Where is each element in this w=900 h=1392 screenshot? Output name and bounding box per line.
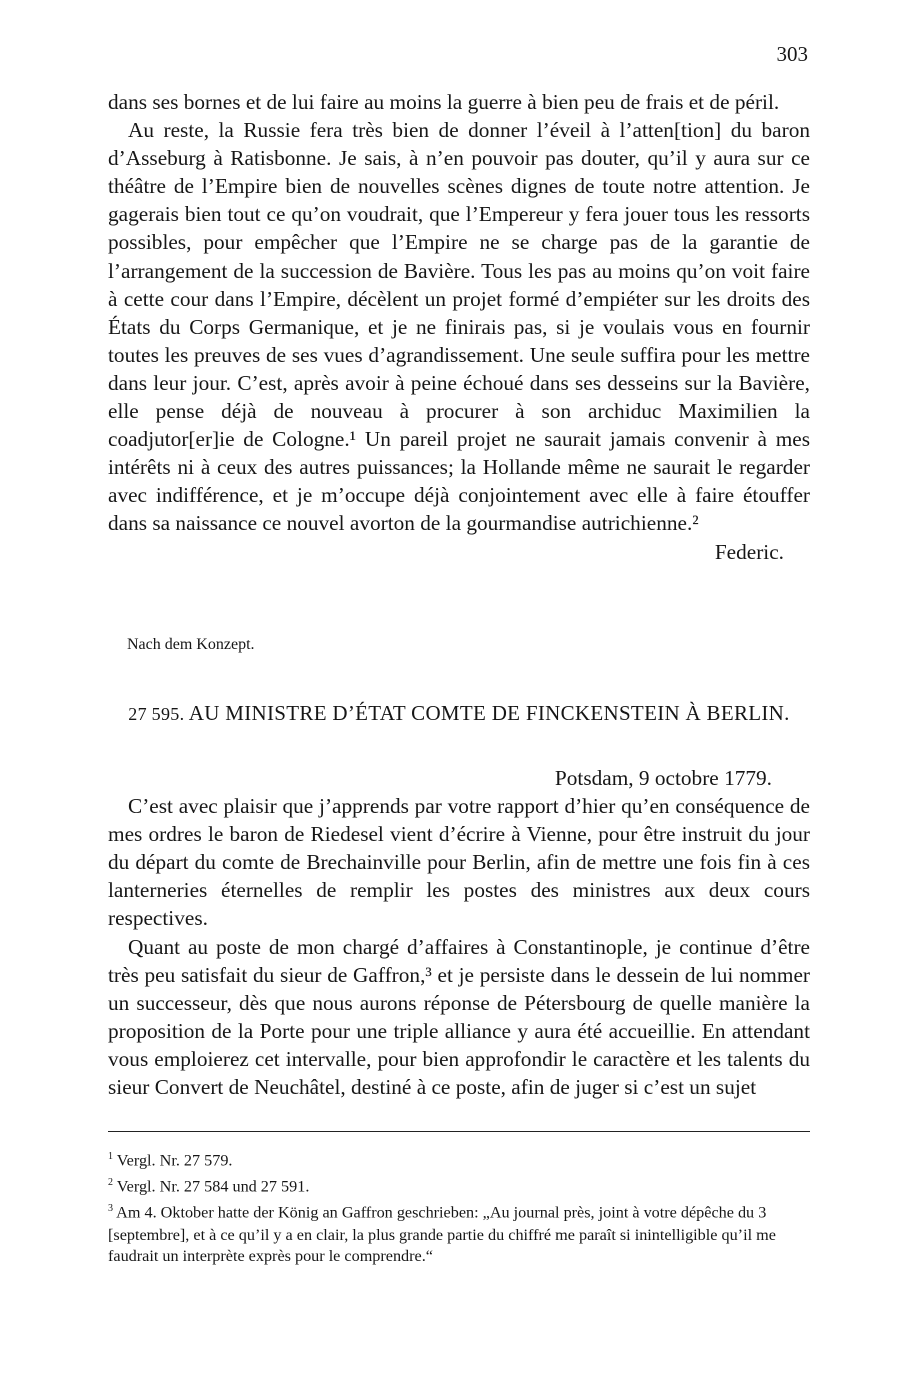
footnote-rule (108, 1131, 810, 1132)
paragraph: C’est avec plaisir que j’apprends par votre rapport d’hier qu’en conséquence de mes ordres le baron de Riedesel vient d’écrire à Vienne, pour être instruit du jour du départ du comte de Brechainville pour Berlin, afin de mettre une fois fin à ces lanterneries éternelles de remplir les postes des ministres aux deux cours respectives. (108, 794, 810, 931)
paragraph: dans ses bornes et de lui faire au moins la guerre à bien peu de frais et de péril. (108, 90, 780, 114)
paragraph: Au reste, la Russie fera très bien de donner l’éveil à l’atten[tion] du baron d’Asseburg à Ratisbonne. Je sais, à n’en pouvoir pas douter, qu’il y aura sur ce théâtre de l’Empire bien de nouvelles scènes dignes de toute notre attention. Je gagerais bien tout ce qu’on voudrait, que l’Empereur y fera jouer tous les ressorts possibles, pour empêcher que l’Empire ne se charge pas de la garantie de l’arrangement de la succession de Bavière. Tous les pas au moins qu’on voit faire à cette cour dans l’Empire, décèlent un projet formé d’empiéter sur les droits des États du Corps Germanique, et je ne finirais pas, si je voulais vous en fournir toutes les preuves de ses vues d’agrandissement. Une seule suffira pour les mettre dans leur jour. C’est, après avoir à peine échoué dans ses desseins sur la Bavière, elle pense déjà de nouveau à procurer à son archiduc Maximilien la coadjutor[er]ie de Cologne.¹ Un pareil projet ne saurait jamais convenir à mes intérêts ni à ceux des autres puissances; la Hollande même ne saurait le regarder avec indifférence, et je m’occupe déjà conjointement avec elle à faire étouffer dans sa naissance ce nouvel avorton de la gourmandise autrichienne.² (108, 118, 810, 536)
footnote-mark: 2 (108, 1177, 113, 1189)
letter-body (108, 764, 810, 1101)
footnote-text: Vergl. Nr. 27 584 und 27 591. (116, 1177, 310, 1196)
footnote-mark: 1 (108, 1151, 113, 1162)
dateline: Potsdam, 9 octobre 1779. (554, 766, 772, 790)
footnote (108, 1172, 810, 1198)
footnote (108, 1146, 810, 1172)
letter-heading (108, 700, 810, 728)
page-number: 303 (776, 42, 808, 66)
continuation-text (108, 88, 810, 566)
letter-title: AU MINISTRE D’ÉTAT COMTE DE FINCKENSTEIN À BERLIN. (188, 701, 790, 725)
paragraph: Quant au poste de mon chargé d’affaires à Constantinople, je continue d’être très peu satisfait du sieur de Gaffron,³ et je persiste dans le dessein de lui nommer un successeur, dès que nous aurons réponse de Pétersbourg de quelle manière la proposition de la Porte pour une triple alliance y aura été accueillie. En attendant vous emploierez cet intervalle, pour bien approfondir le caractère et les talents du sieur Convert de Neuchâtel, destiné à ce poste, afin de juger si c’est un sujet (108, 934, 810, 1100)
signature: Federic. (714, 539, 784, 564)
footnote-mark: 3 (108, 1203, 113, 1215)
letter-number: 27 595. (128, 704, 185, 724)
footnotes (108, 1146, 810, 1268)
source-note: Nach dem Konzept. (127, 636, 255, 653)
footnote-text: Vergl. Nr. 27 579. (116, 1151, 233, 1170)
footnote-text: Am 4. Oktober hatte der König an Gaffron geschrieben: „Au journal près, joint à votre dépêche du 3 [septembre], et à ce qu’il y a en clair, la plus grande partie du chiffré me paraît si inintelligible qu’il me faudrait un interprète exprès pour le comprendre.“ (108, 1203, 776, 1266)
footnote (108, 1198, 810, 1268)
